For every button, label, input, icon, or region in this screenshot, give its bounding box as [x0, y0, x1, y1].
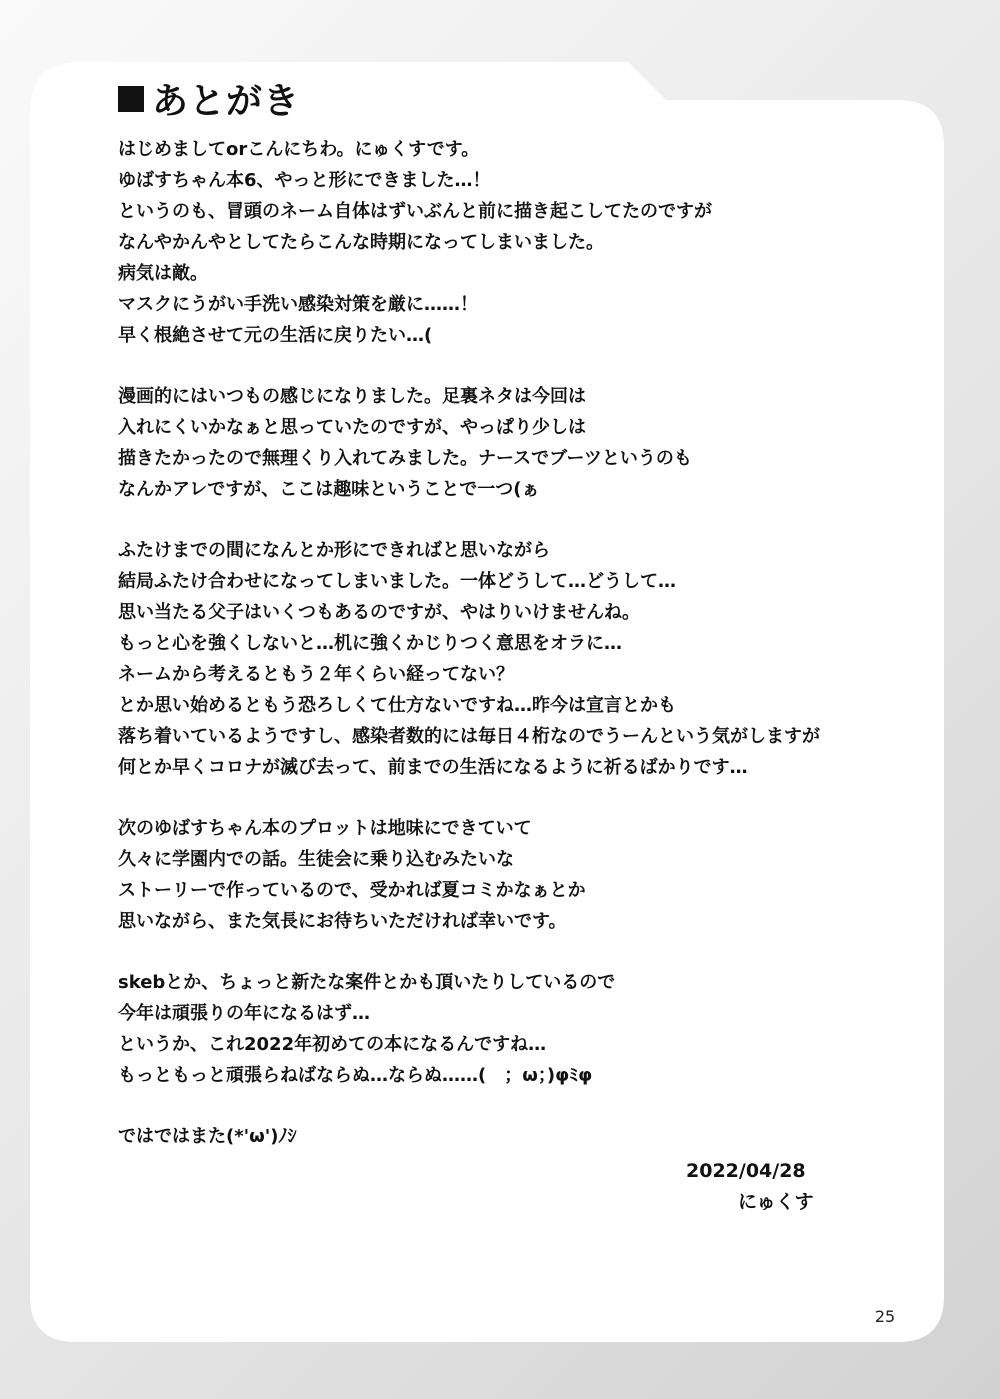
- text-line: マスクにうがい手洗い感染対策を厳に……！: [118, 294, 478, 315]
- text-line: ストーリーで作っているので、受かれば夏コミかなぁとか: [118, 880, 586, 901]
- signature-author: にゅくす: [738, 1191, 814, 1213]
- signature-block: [686, 1156, 886, 1218]
- text-line: なんかアレですが、ここは趣味ということで一つ(ぁ: [118, 479, 540, 500]
- text-line: ゆばすちゃん本6、やっと形にできました…！: [118, 170, 491, 191]
- text-line: 早く根絶させて元の生活に戻りたい…(: [118, 325, 433, 346]
- text-line: もっと心を強くしないと…机に強くかじりつく意思をオラに…: [118, 633, 622, 654]
- text-line: 病気は敵。: [118, 263, 208, 284]
- square-bullet-icon: [118, 86, 144, 112]
- text-line: 漫画的にはいつもの感じになりました。足裏ネタは今回は: [118, 386, 586, 407]
- page-number: 25: [874, 1307, 896, 1326]
- text-line: ネームから考えるともう２年くらい経ってない？: [118, 664, 514, 685]
- text-line: 入れにくいかなぁと思っていたのですが、やっぱり少しは: [118, 417, 586, 438]
- text-line: ふたけまでの間になんとか形にできればと思いながら: [118, 540, 550, 561]
- paragraph-6: [118, 1121, 918, 1152]
- paragraph-2: [118, 381, 918, 505]
- afterword-body: [118, 80, 918, 1182]
- text-line: なんやかんやとしてたらこんな時期になってしまいました。: [118, 232, 604, 253]
- text-line: というか、これ2022年初めての本になるんですね…: [118, 1034, 547, 1055]
- paragraph-1: [118, 134, 918, 351]
- text-line: 次のゆばすちゃん本のプロットは地味にできていて: [118, 818, 532, 839]
- signature-date: 2022/04/28: [686, 1160, 806, 1182]
- text-line: 今年は頑張りの年になるはず…: [118, 1003, 370, 1024]
- heading-text: あとがき: [152, 81, 301, 122]
- text-line: はじめましてorこんにちわ。にゅくすです。: [118, 139, 480, 160]
- text-line: 落ち着いているようですし、感染者数的には毎日４桁なのでうーんという気がしますが: [118, 726, 820, 747]
- paragraph-3: [118, 535, 918, 783]
- afterword-heading: [118, 80, 918, 124]
- paragraph-4: [118, 813, 918, 937]
- text-line: ではではまた(*'ω')ﾉｼ: [118, 1126, 297, 1147]
- text-line: とか思い始めるともう恐ろしくて仕方ないですね…昨今は宣言とかも: [118, 695, 676, 716]
- text-line: 結局ふたけ合わせになってしまいました。一体どうして…どうして…: [118, 571, 676, 592]
- text-line: 思いながら、また気長にお待ちいただければ幸いです。: [118, 911, 567, 932]
- text-line: 思い当たる父子はいくつもあるのですが、やはりいけませんね。: [118, 602, 640, 623]
- text-line: 久々に学園内での話。生徒会に乗り込むみたいな: [118, 849, 514, 870]
- text-line: 何とか早くコロナが滅び去って、前までの生活になるように祈るばかりです…: [118, 757, 748, 778]
- text-line: skebとか、ちょっと新たな案件とかも頂いたりしているので: [118, 972, 616, 993]
- text-line: もっともっと頑張らねばならぬ…ならぬ……( ；ω；)φﾐφ: [118, 1065, 593, 1086]
- text-line: 描きたかったので無理くり入れてみました。ナースでブーツというのも: [118, 448, 692, 469]
- text-line: というのも、冒頭のネーム自体はずいぶんと前に描き起こしてたのですが: [118, 201, 712, 222]
- paragraph-5: [118, 967, 918, 1091]
